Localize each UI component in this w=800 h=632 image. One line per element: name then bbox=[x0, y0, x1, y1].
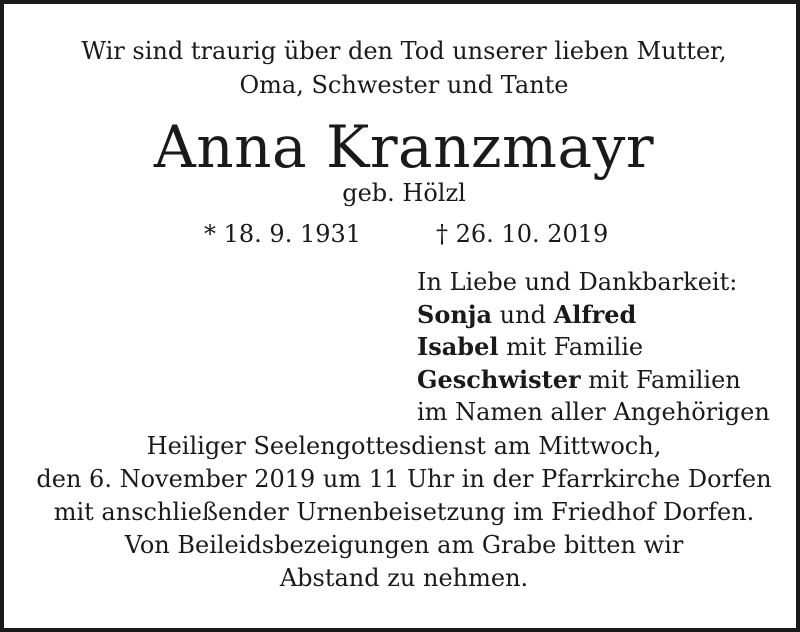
maiden-name: geb. Hölzl bbox=[342, 179, 466, 207]
mourner-suffix: mit Familien bbox=[580, 365, 741, 394]
deceased-name: Anna Kranzmayr bbox=[153, 113, 655, 181]
mourners-row-3 bbox=[417, 364, 770, 397]
mourners-row-4: im Namen aller Angehörigen bbox=[417, 398, 770, 426]
mourner-suffix: mit Familie bbox=[498, 333, 644, 361]
mourner-name: Isabel bbox=[417, 332, 499, 361]
service-line-3: mit anschließender Urnenbeisetzung im Friedhof Dorfen. bbox=[53, 498, 755, 526]
mourner-name: Alfred bbox=[553, 299, 637, 329]
birth-date: * 18. 9. 1931 bbox=[204, 220, 362, 248]
service-line-4: Von Beileidsbezeigungen am Grabe bitten wir bbox=[124, 531, 684, 559]
mourner-connector: und bbox=[492, 300, 554, 329]
mourner-name: Sonja bbox=[417, 299, 493, 329]
mourners-row-1 bbox=[417, 299, 770, 332]
service-line-2: den 6. November 2019 um 11 Uhr in der Pfarrkirche Dorfen bbox=[36, 465, 772, 493]
intro-line-2: Oma, Schwester und Tante bbox=[239, 71, 569, 99]
mourner-name: Geschwister bbox=[417, 364, 581, 394]
service-line-1: Heiliger Seelengottesdienst am Mittwoch, bbox=[146, 432, 662, 460]
mourners-block bbox=[417, 266, 770, 429]
death-date: † 26. 10. 2019 bbox=[436, 220, 609, 248]
mourners-row-2 bbox=[417, 331, 770, 364]
service-line-5: Abstand zu nehmen. bbox=[279, 564, 529, 592]
mourners-heading: In Liebe und Dankbarkeit: bbox=[417, 268, 738, 296]
intro-line-1: Wir sind traurig über den Tod unserer lieben Mutter, bbox=[81, 37, 727, 65]
